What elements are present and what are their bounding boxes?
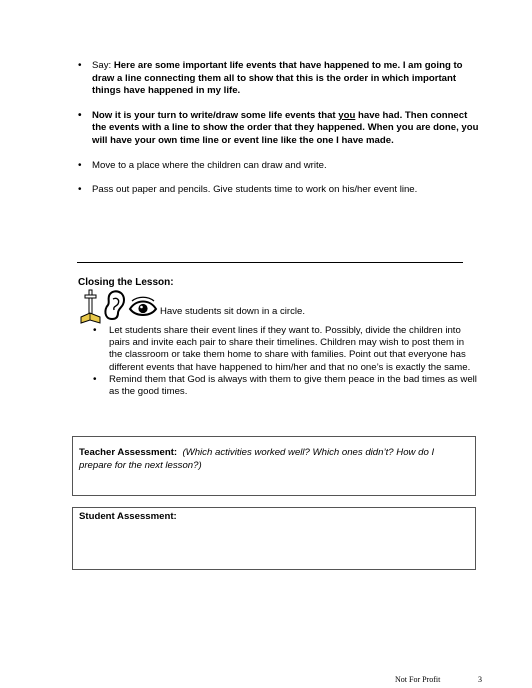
pass-out-text: Pass out paper and pencils. Give students time to work on his/her event line. — [92, 184, 418, 196]
turn-text-b: have had. Then connect the events with a line to show the order that they happened. When you are done, you will have your own time line or event line like the one I have made. — [92, 109, 479, 146]
footer-note: Not For Profit — [395, 675, 441, 684]
instruction-list — [92, 60, 482, 209]
student-assessment-label: Student Assessment: — [79, 511, 177, 522]
list-item — [92, 60, 482, 98]
list-item — [92, 160, 482, 173]
turn-text-a: Now it is your turn to write/draw some life events that — [92, 109, 339, 121]
remind-text: Remind them that God is always with them to give them peace in the bad times as well as the good times. — [109, 373, 477, 398]
list-item — [92, 110, 482, 148]
page-number: 3 — [478, 675, 482, 684]
section-divider — [77, 262, 463, 263]
eye-icon — [130, 297, 156, 315]
closing-title: Closing the Lesson: — [78, 277, 174, 288]
say-prefix: Say: — [92, 60, 114, 71]
move-text: Move to a place where the children can draw and write. — [92, 159, 327, 171]
teacher-assessment-label: Teacher Assessment: — [79, 447, 178, 458]
teacher-assessment-box[interactable] — [72, 436, 476, 496]
closing-list — [109, 325, 479, 398]
share-text: Let students share their event lines if they want to. Possibly, divide the children into pairs and invite each pair to share their timelines. Children may wish to post them in the classroom or take them home to share with families. Point out that everyone has different events that have happened to him/her and that no one’s is exactly the same. — [109, 325, 471, 373]
circle-instruction: Have students sit down in a circle. — [160, 306, 306, 317]
ear-icon — [105, 291, 124, 319]
student-assessment-box[interactable] — [72, 507, 476, 570]
teacher-assessment-prompt: (Which activities worked well? Which ones didn’t? How do I prepare for the next lesson?) — [79, 447, 435, 471]
activity-icons — [80, 289, 160, 325]
turn-text-you: you — [338, 109, 356, 121]
list-item — [92, 184, 482, 197]
list-item — [109, 374, 479, 398]
list-item — [109, 325, 479, 374]
cross-book-icon — [81, 290, 100, 323]
say-text: Here are some important life events that have happened to me. I am going to draw a line connecting them all to show that this is the order in which important things have happened in my life. — [92, 60, 463, 97]
